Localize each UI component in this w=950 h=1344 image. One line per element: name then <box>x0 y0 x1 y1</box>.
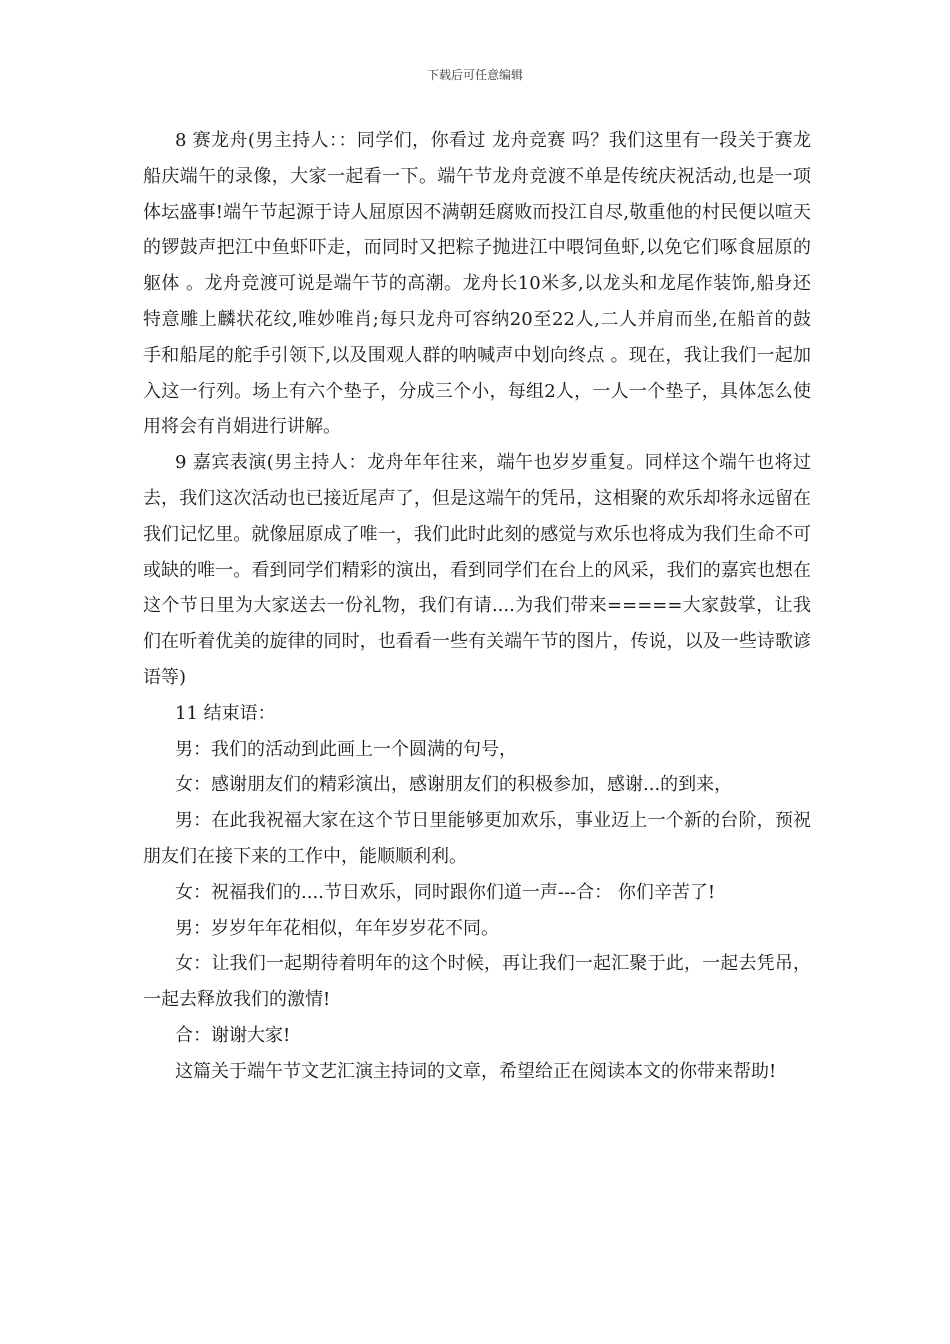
paragraph-female-line-3: 女：让我们一起期待着明年的这个时候，再让我们一起汇聚于此，一起去凭吊，一起去释放我们的激情! <box>143 953 811 1011</box>
paragraph-female-line-2: 女：祝福我们的....节日欢乐，同时跟你们道一声---合： 你们辛苦了! <box>175 881 716 903</box>
paragraph-male-line-2: 男：在此我祝福大家在这个节日里能够更加欢乐，事业迈上一个新的台阶，预祝朋友们在接下来的工作中，能顺顺利利。 <box>143 810 811 867</box>
paragraph-together-line: 合：谢谢大家! <box>175 1024 291 1046</box>
document-body <box>143 123 811 1090</box>
paragraph-male-line-3: 男：岁岁年年花相似，年年岁岁花不同。 <box>175 917 499 939</box>
paragraph-closing-note: 这篇关于端午节文艺汇演主持词的文章，希望给正在阅读本文的你带来帮助! <box>175 1060 777 1082</box>
paragraph-male-line-1: 男：我们的活动到此画上一个圆满的句号， <box>175 738 517 760</box>
paragraph-guest-performance: 9 嘉宾表演(男主持人：龙舟年年往来，端午也岁岁重复。同样这个端午也将过去，我们这次活动也已接近尾声了，但是这端午的凭吊，这相聚的欢乐却将永远留在我们记忆里。就像屈原成了唯一，我们此时此刻的感觉与欢乐也将成为我们生命不可或缺的唯一。看到同学们精彩的演出，看到同学们在台上的风采，我们的嘉宾也想在这个节日里为大家送去一份礼物，我们有请....为我们带来=====大家鼓掌，让我们在听着优美的旋律的同时，也看看一些有关端午节的图片，传说，以及一些诗歌谚语等) <box>143 452 811 688</box>
paragraph-closing-heading: 11 结束语： <box>175 702 276 724</box>
paragraph-female-line-1: 女：感谢朋友们的精彩演出，感谢朋友们的积极参加，感谢...的到来， <box>175 774 733 796</box>
paragraph-dragon-boat: 8 赛龙舟(男主持人：：同学们，你看过 龙舟竞赛 吗？我们这里有一段关于赛龙船庆端午的录像，大家一起看一下。端午节龙舟竞渡不单是传统庆祝活动,也是一项体坛盛事!端午节起源于诗人屈原因不满朝廷腐败而投江自尽,敬重他的村民便以喧天的锣鼓声把江中鱼虾吓走，而同时又把粽子抛进江中喂饲鱼虾,以免它们啄食屈原的躯体 。龙舟竞渡可说是端午节的高潮。龙舟长10米多,以龙头和龙尾作装饰,船身还特意雕上麟状花纹,唯妙唯肖;每只龙舟可容纳20至22人,二人并肩而坐,在船首的鼓 手和船尾的舵手引领下,以及围观人群的呐喊声中划向终点 。现在，我让我们一起加入这一行列。场上有六个垫子，分成三个小，每组2人，一人一个垫子，具体怎么使用将会有肖娟进行讲解。 <box>143 130 811 438</box>
page-header: 下载后可任意编辑 <box>426 68 523 82</box>
